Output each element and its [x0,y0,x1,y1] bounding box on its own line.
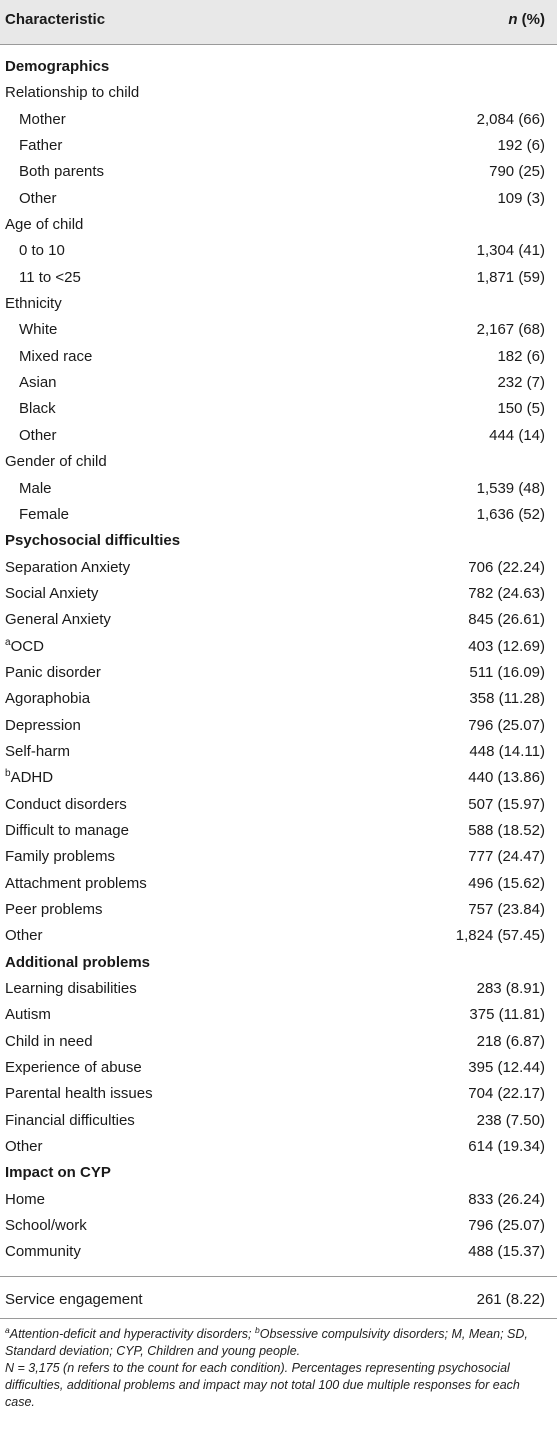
row-label [5,1055,142,1081]
row-label-text: Family problems [5,848,116,866]
row-value: 507 (15.97) [468,795,545,813]
table-row [0,1187,557,1213]
row-label [5,686,90,712]
row-value: 444 (14) [489,426,545,444]
table-row [0,634,557,660]
table-row [0,1213,557,1239]
row-value: 614 (19.34) [468,1138,545,1156]
row-value: 777 (24.47) [468,848,545,866]
row-label-text: Both parents [19,163,105,181]
row-value: 1,636 (52) [476,505,545,523]
table-row [0,238,557,264]
row-label [5,1134,43,1160]
row-value: 440 (13.86) [468,769,545,787]
section-divider [0,1276,557,1277]
row-label-text: Child in need [5,1032,93,1050]
row-value: 2,084 (66) [476,110,545,128]
table-row [0,291,557,317]
row-label [5,713,81,739]
row-value: 706 (22.24) [468,558,545,576]
table-row [0,1134,557,1160]
row-label-text: Ethnicity [5,295,62,313]
row-label-text: Mother [19,110,66,128]
row-label [19,344,92,370]
table-row [0,1239,557,1265]
table-row [0,317,557,343]
row-label [5,792,127,818]
row-label [5,449,107,475]
row-label-text: Conduct disorders [5,795,127,813]
row-label [5,634,44,660]
row-label [19,317,57,343]
row-value: 1,304 (41) [476,242,545,260]
table-row [0,449,557,475]
row-label-text: Attachment problems [5,874,147,892]
row-label [5,844,115,870]
row-label-text: Home [5,1190,46,1208]
row-label-text: Demographics [5,58,110,75]
table-row [0,265,557,291]
footnote-sample-note: N = 3,175 (n refers to the count for each condition). Percentages representing psychosocial difficulties, additional problems and impact may not total 100 due multiple responses for each case. [5,1361,520,1409]
row-label [5,739,70,765]
row-value: 395 (12.44) [468,1059,545,1077]
service-engagement-label: Service engagement [5,1291,143,1308]
table-row [0,765,557,791]
row-value: 218 (6.87) [476,1032,545,1050]
table-row [0,370,557,396]
row-label-text: School/work [5,1217,87,1235]
row-label-text: Agoraphobia [5,690,91,708]
row-label-text: Difficult to manage [5,821,129,839]
table-row [0,1002,557,1028]
row-label-text: Female [19,505,70,523]
row-label-text: Additional problems [5,953,151,971]
row-label [5,581,98,607]
row-value: 403 (12.69) [468,637,545,655]
row-label-text: Autism [5,1006,51,1024]
row-value: 1,824 (57.45) [455,927,545,945]
row-label-text: Self-harm [5,742,71,760]
row-label-text: Parental health issues [5,1085,153,1103]
row-label [19,502,69,528]
table-row [0,555,557,581]
row-label-text: Social Anxiety [5,584,99,602]
row-label-text: OCD [10,637,44,655]
row-value: 796 (25.07) [468,716,545,734]
table-row [0,581,557,607]
table-row [0,713,557,739]
table-row [0,1081,557,1107]
table-row [0,423,557,449]
row-label [5,555,130,581]
row-value: 232 (7) [497,374,545,392]
row-label [19,476,52,502]
table-row [0,186,557,212]
row-label [19,265,81,291]
row-label-text: Other [5,1138,43,1156]
row-value: 704 (22.17) [468,1085,545,1103]
row-value: 182 (6) [497,347,545,365]
row-label [5,1081,153,1107]
row-label [5,1108,135,1134]
table-row [0,818,557,844]
row-label [5,1187,45,1213]
table-row [0,1029,557,1055]
row-label [19,186,57,212]
row-label [19,423,57,449]
row-label-text: White [19,321,58,339]
row-label [5,923,43,949]
row-value: 588 (18.52) [468,821,545,839]
table-row [0,107,557,133]
row-value: 2,167 (68) [476,321,545,339]
row-label-text: Relationship to child [5,84,140,102]
row-value: 1,539 (48) [476,479,545,497]
row-value: 283 (8.91) [476,980,545,998]
row-label [5,660,101,686]
row-value: 150 (5) [497,400,545,418]
row-value: 192 (6) [497,137,545,155]
section-heading-row [0,1160,557,1186]
service-engagement-value: 261 (8.22) [476,1291,545,1308]
row-value: 833 (26.24) [468,1190,545,1208]
row-label-text: Separation Anxiety [5,558,131,576]
header-percent: (%) [517,11,545,28]
row-label [5,291,62,317]
row-label-text: Panic disorder [5,663,101,681]
row-value: 358 (11.28) [469,690,545,708]
table-row [0,133,557,159]
row-label-text: Experience of abuse [5,1059,142,1077]
row-label [5,607,111,633]
row-value: 845 (26.61) [468,611,545,629]
table-row [0,660,557,686]
row-label-text: Psychosocial difficulties [5,532,181,550]
row-label-text: 11 to <25 [19,268,81,286]
table-row [0,871,557,897]
row-label [19,107,66,133]
footnote-marker: a [5,636,11,648]
row-value: 109 (3) [497,189,545,207]
row-label-text: General Anxiety [5,611,111,629]
row-label [5,976,137,1002]
row-label [19,159,104,185]
row-label-text: Peer problems [5,901,103,918]
row-value: 238 (7.50) [476,1111,545,1129]
row-label-text: Other [5,927,43,945]
row-label [5,1029,93,1055]
footnote-b-text: Obsessive compulsivity disorders; M, Mean; SD, Standard deviation; CYP, Children and young people. [5,1327,528,1358]
row-label [5,1002,51,1028]
table-row [0,897,557,923]
row-value: 375 (11.81) [469,1006,545,1024]
table-row [0,686,557,712]
row-value: 790 (25) [489,163,545,181]
table-row [0,212,557,238]
row-label [19,133,62,159]
row-label [5,1239,81,1265]
row-label [5,212,83,238]
table-row [0,1055,557,1081]
table-body [0,54,557,1266]
service-engagement-row [0,1287,557,1313]
row-label-text: Impact on CYP [5,1164,111,1182]
row-label-text: Depression [5,716,81,734]
row-value: 448 (14.11) [469,742,545,760]
table-row [0,1108,557,1134]
table-header [0,0,557,45]
table-row [0,476,557,502]
row-label-text: Asian [19,374,57,392]
row-label-text: Financial difficulties [5,1111,135,1129]
footnote-marker-b: b [255,1324,260,1335]
table-row [0,344,557,370]
header-characteristic: Characteristic [5,11,106,28]
row-value: 782 (24.63) [468,584,545,602]
footnote-a-text: Attention-deficit and hyperactivity disorders; [9,1327,255,1341]
row-label [5,897,103,923]
row-label-text: Gender of child [5,453,107,471]
row-value: 511 (16.09) [469,663,545,681]
row-label [5,818,129,844]
row-value: 1,871 (59) [476,268,545,286]
section-heading-row [0,528,557,554]
row-label-text: Father [19,137,63,155]
row-label-text: Black [19,400,56,418]
section-heading-row [0,54,557,80]
table-row [0,844,557,870]
table-row [0,396,557,422]
table-bottom-rule [0,1318,557,1319]
row-label [5,1213,87,1239]
row-label [5,871,147,897]
row-label-text: Other [19,426,57,444]
section-heading-row [0,950,557,976]
row-label [5,765,53,791]
row-value: 488 (15.37) [468,1243,545,1261]
header-n: n [508,11,518,28]
table-row [0,607,557,633]
row-value: 496 (15.62) [468,874,545,892]
row-label [5,80,139,106]
row-label-text: Learning disabilities [5,980,137,998]
table-footnote [5,1326,550,1411]
section-heading [5,950,150,976]
table-row [0,923,557,949]
row-label-text: ADHD [10,769,54,787]
table-row [0,792,557,818]
section-heading [5,54,109,80]
section-heading [5,1160,111,1186]
table-row [0,976,557,1002]
row-label-text: Other [19,189,57,207]
row-label [19,238,65,264]
footnote-marker-a: a [5,1324,10,1335]
row-label-text: Mixed race [19,347,93,365]
table-row [0,502,557,528]
row-label [19,370,57,396]
table-row [0,159,557,185]
row-value: 796 (25.07) [468,1217,545,1235]
row-value: 757 (23.84) [468,901,545,918]
footnote-marker: b [5,768,11,780]
row-label-text: Age of child [5,216,84,234]
section-heading [5,528,180,554]
table-row [0,739,557,765]
row-label [19,396,56,422]
row-label-text: 0 to 10 [19,242,65,260]
row-label-text: Male [19,479,52,497]
row-label-text: Community [5,1243,81,1261]
header-n-percent [508,11,545,28]
table-row [0,80,557,106]
